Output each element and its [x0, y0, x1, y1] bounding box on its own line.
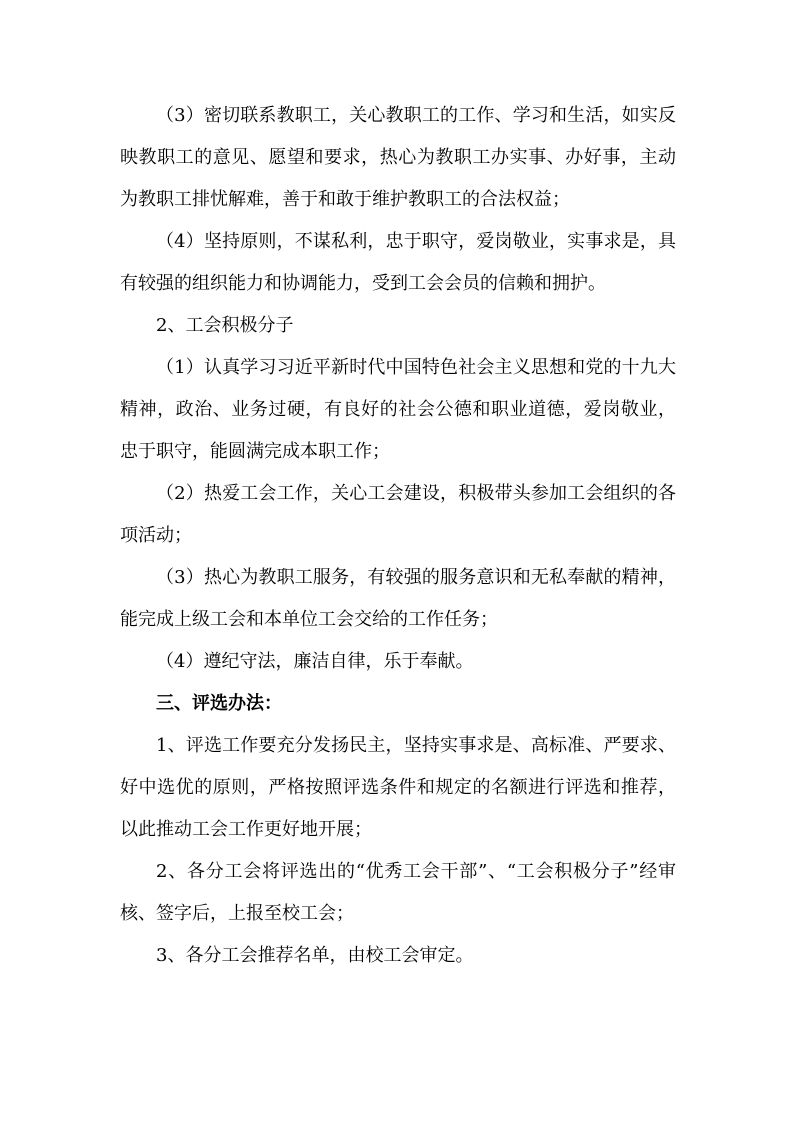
paragraph-activist-criterion-1: （1）认真学习习近平新时代中国特色社会主义思想和党的十九大精神，政治、业务过硬，有良好的社会公德和职业道德，爱岗敬业，忠于职守，能圆满完成本职工作； [120, 357, 676, 462]
document-body [120, 95, 676, 977]
subheading-activists: 2、工会积极分子 [156, 315, 294, 336]
paragraph-method-3: 3、各分工会推荐名单，由校工会审定。 [156, 945, 474, 966]
paragraph-cadre-criterion-4: （4）坚持原则，不谋私利，忠于职守，爱岗敬业，实事求是，具有较强的组织能力和协调能力，受到工会会员的信赖和拥护。 [120, 231, 676, 294]
paragraph-activist-criterion-3: （3）热心为教职工服务，有较强的服务意识和无私奉献的精神，能完成上级工会和本单位工会交给的工作任务； [120, 567, 676, 630]
paragraph-activist-criterion-4: （4）遵纪守法，廉洁自律，乐于奉献。 [156, 651, 474, 672]
paragraph-method-2: 2、各分工会将评选出的“优秀工会干部”、“工会积极分子”经审核、签字后，上报至校工会； [120, 861, 676, 924]
section-heading-selection-method: 三、评选办法： [156, 693, 282, 714]
paragraph-method-1: 1、评选工作要充分发扬民主，坚持实事求是、高标准、严要求、好中选优的原则，严格按照评选条件和规定的名额进行评选和推荐，以此推动工会工作更好地开展； [120, 735, 676, 840]
paragraph-activist-criterion-2: （2）热爱工会工作，关心工会建设，积极带头参加工会组织的各项活动； [120, 483, 676, 546]
paragraph-cadre-criterion-3: （3）密切联系教职工，关心教职工的工作、学习和生活，如实反映教职工的意见、愿望和要求，热心为教职工办实事、办好事，主动为教职工排忧解难，善于和敢于维护教职工的合法权益； [120, 105, 676, 210]
